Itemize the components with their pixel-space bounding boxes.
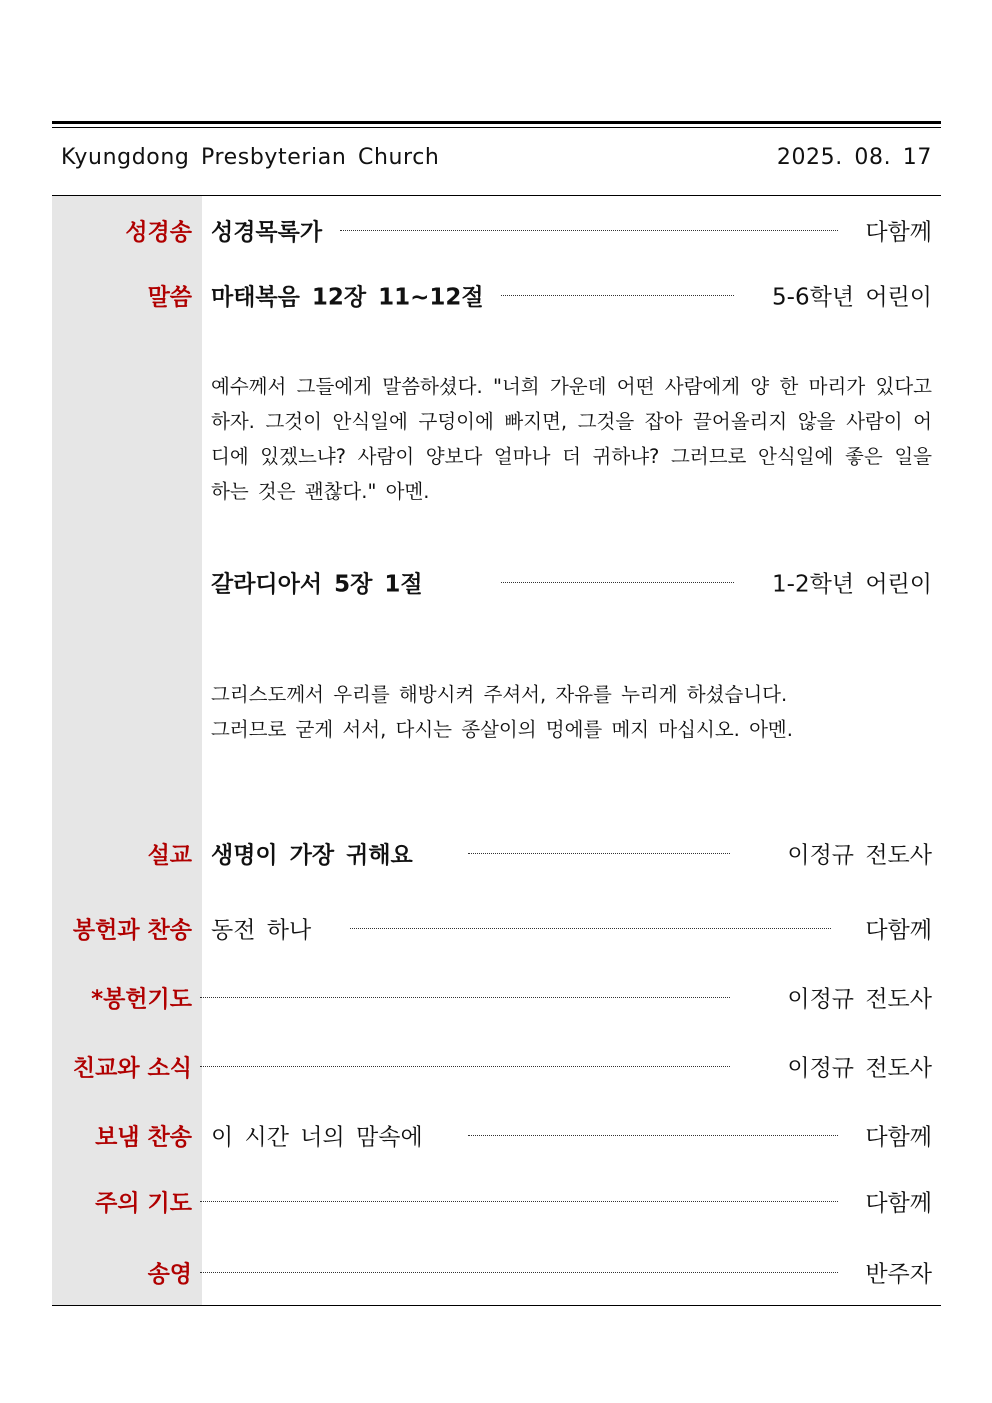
order-row-offering-prayer <box>52 977 941 1017</box>
order-title: 갈라디아서 5장 1절 <box>211 571 423 598</box>
order-leader-name: 1-2학년 어린이 <box>772 571 932 598</box>
passage-line: 그리스도께서 우리를 해방시켜 주셔서, 자유를 누리게 하셨습니다. <box>211 683 788 706</box>
passage-line: 그러므로 굳게 서서, 다시는 종살이의 멍에를 메지 마십시오. 아멘. <box>211 718 793 741</box>
order-label: 보냄 찬송 <box>95 1124 192 1151</box>
order-leader-name: 다함께 <box>865 219 932 246</box>
order-label: 성경송 <box>125 219 192 246</box>
order-label: *봉헌기도 <box>91 986 192 1013</box>
order-title: 마태복음 12장 11~12절 <box>211 284 484 311</box>
dotted-leader <box>468 853 730 854</box>
order-label: 주의 기도 <box>95 1190 192 1217</box>
dotted-leader <box>501 295 734 296</box>
order-title: 이 시간 너의 맘속에 <box>211 1124 423 1151</box>
order-row-lords-prayer <box>52 1181 941 1221</box>
order-leader-name: 다함께 <box>865 1124 932 1151</box>
footer-rule <box>52 1305 941 1306</box>
order-row-hymn-open <box>52 210 941 250</box>
order-label: 송영 <box>147 1261 192 1288</box>
dotted-leader <box>200 997 730 998</box>
dotted-leader <box>200 1066 730 1067</box>
order-title: 동전 하나 <box>211 917 312 944</box>
order-label: 친교와 소식 <box>72 1055 192 1082</box>
order-leader-name: 5-6학년 어린이 <box>772 284 932 311</box>
dotted-leader <box>200 1201 838 1202</box>
dotted-leader <box>340 230 838 231</box>
church-name: Kyungdong Presbyterian Church <box>61 145 440 170</box>
service-date: 2025. 08. 17 <box>776 145 932 170</box>
order-row-offering <box>52 908 941 948</box>
order-leader-name: 다함께 <box>865 917 932 944</box>
order-label: 말씀 <box>147 284 192 311</box>
order-row-sending-hymn <box>52 1115 941 1155</box>
order-title: 생명이 가장 귀해요 <box>211 842 413 869</box>
order-title: 성경목록가 <box>211 219 323 246</box>
header-top-double-rule <box>52 121 941 124</box>
order-row-word-matthew <box>52 275 941 315</box>
dotted-leader <box>350 928 831 929</box>
order-row-doxology <box>52 1252 941 1292</box>
order-row-word-galatians <box>52 562 941 602</box>
dotted-leader <box>468 1135 838 1136</box>
scripture-passage-galatians <box>211 677 932 747</box>
order-label: 봉헌과 찬송 <box>72 917 192 944</box>
order-leader-name: 이정규 전도사 <box>787 1055 932 1082</box>
order-leader-name: 다함께 <box>865 1190 932 1217</box>
order-leader-name: 이정규 전도사 <box>787 842 932 869</box>
order-leader-name: 반주자 <box>865 1261 932 1288</box>
order-label: 설교 <box>147 842 192 869</box>
bulletin-header <box>52 128 941 195</box>
dotted-leader <box>501 582 734 583</box>
order-row-sermon <box>52 833 941 873</box>
order-leader-name: 이정규 전도사 <box>787 986 932 1013</box>
scripture-passage-matthew: 예수께서 그들에게 말씀하셨다. "너희 가운데 어떤 사람에게 양 한 마리가 있다고 하자. 그것이 안식일에 구덩이에 빠지면, 그것을 잡아 끌어올리지 않을 사람이 어디에 있겠느냐? 사람이 양보다 얼마나 더 귀하냐? 그러므로 안식일에 좋은 일을 하는 것은 괜찮다." 아멘. <box>211 375 932 503</box>
order-row-fellowship <box>52 1046 941 1086</box>
dotted-leader <box>200 1272 838 1273</box>
